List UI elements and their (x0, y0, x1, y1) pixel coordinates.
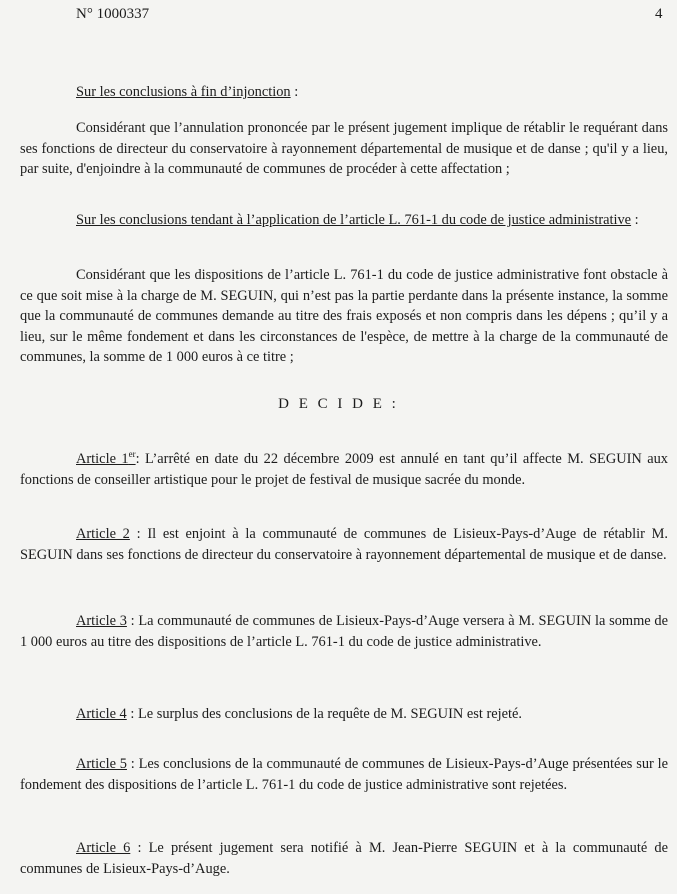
decide-heading: D E C I D E : (278, 396, 399, 412)
article-1-sep: : (135, 451, 140, 467)
article-6-label: Article 6 (76, 840, 131, 856)
article-6-text: : Le présent jugement sera notifié à M. Jean-Pierre SEGUIN et à la communauté de communes de Lisieux-Pays-d’Auge. (20, 840, 668, 877)
article-6 (20, 838, 668, 879)
article-4-text: : Le surplus des conclusions de la requête de M. SEGUIN est rejeté. (126, 706, 522, 722)
l761-heading (20, 210, 668, 231)
article-1-label-text: Article 1 (76, 451, 129, 467)
l761-heading-suffix: : (631, 212, 639, 228)
page-number: 4 (655, 6, 663, 22)
injonction-heading (20, 82, 668, 103)
article-1-text: L’arrêté en date du 22 décembre 2009 est annulé en tant qu’il affecte M. SEGUIN aux fonctions de conseiller artistique pour le projet de festival de musique sacrée du monde. (20, 451, 668, 488)
article-3 (20, 611, 668, 652)
article-5 (20, 754, 668, 795)
article-3-label: Article 3 (76, 613, 127, 629)
injonction-paragraph: Considérant que l’annulation prononcée par le présent jugement implique de rétablir le requérant dans ses fonctions de directeur du conservatoire à rayonnement départemental de musique et de danse ; qu'il y a lieu, par suite, d'enjoindre à la communauté de communes de procéder à cette affectation ; (20, 120, 668, 178)
article-3-text: : La communauté de communes de Lisieux-Pays-d’Auge versera à M. SEGUIN la somme de 1 000 euros au titre des dispositions de l’article L. 761-1 du code de justice administrative. (20, 613, 668, 650)
article-2 (20, 524, 668, 565)
injonction-heading-text: Sur les conclusions à fin d’injonction (76, 84, 291, 100)
article-5-text: : Les conclusions de la communauté de communes de Lisieux-Pays-d’Auge présentées sur le fondement des dispositions de l’article L. 761-1 du code de justice administrative sont rejetées. (20, 756, 668, 793)
article-1-label (76, 451, 136, 467)
article-2-label: Article 2 (76, 526, 130, 542)
article-1-label-sup: er (128, 449, 136, 460)
article-2-text: : Il est enjoint à la communauté de communes de Lisieux-Pays-d’Auge de rétablir M. SEGUIN dans ses fonctions de directeur du conservatoire à rayonnement départemental de musique et de danse. (20, 526, 668, 563)
article-4-label: Article 4 (76, 706, 127, 722)
article-4 (20, 704, 668, 725)
article-1 (20, 449, 668, 490)
l761-paragraph: Considérant que les dispositions de l’article L. 761-1 du code de justice administrative font obstacle à ce que soit mise à la charge de M. SEGUIN, qui n’est pas la partie perdante dans la présente instance, la somme que la communauté de communes demande au titre des frais exposés et non compris dans les dépens ; qu’il y a lieu, sur le même fondement et dans les circonstances de l'espèce, de mettre à la charge de la communauté de communes, la somme de 1 000 euros à ce titre ; (20, 267, 668, 366)
article-5-label: Article 5 (76, 756, 127, 772)
case-number: N° 1000337 (76, 6, 150, 22)
injonction-heading-suffix: : (290, 84, 299, 100)
l761-heading-text: Sur les conclusions tendant à l’application de l’article L. 761-1 du code de justice administrative (76, 212, 632, 228)
